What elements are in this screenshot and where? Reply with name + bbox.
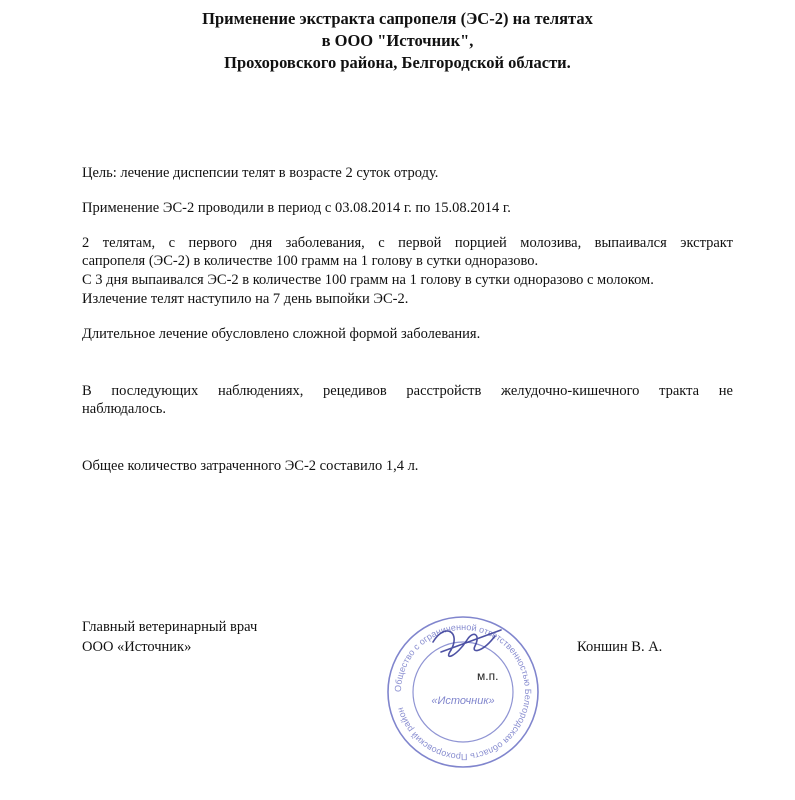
seal-ring-text: [393, 622, 533, 762]
long-treatment-paragraph: Длительное лечение обусловлено сложной формой заболевания.: [82, 326, 481, 342]
seal-center-text: «Источник»: [431, 695, 495, 707]
seal-outer-ring: [388, 617, 538, 767]
treatment-line-1: 2 телятам, с первого дня заболевания, с первой порцией молозива, выпаивался экстракт: [82, 235, 733, 251]
position-line-1: Главный ветеринарный врач: [82, 619, 258, 635]
goal-paragraph: Цель: лечение диспепсии телят в возрасте 2 суток отроду.: [82, 165, 439, 181]
total-paragraph: Общее количество затраченного ЭС-2 составило 1,4 л.: [82, 458, 419, 474]
title-line-2: в ООО "Источник",: [321, 31, 474, 50]
observation-paragraph: [82, 382, 733, 418]
signatory-position: [82, 617, 257, 657]
signatory-name: Коншин В. А.: [577, 639, 663, 655]
document-title: [0, 8, 795, 74]
seal-inner-ring: [413, 642, 513, 742]
position-line-2: ООО «Источник»: [82, 639, 192, 655]
recovery-paragraph: Излечение телят наступило на 7 день выпойки ЭС-2.: [82, 291, 409, 307]
seal-ring-textpath: Общество с ограниченной ответственностью Белгородская область Прохоровский район: [392, 621, 534, 763]
stamp-label: м.п.: [477, 669, 499, 683]
title-line-3: Прохоровского района, Белгородской области.: [224, 53, 571, 72]
observation-line-1: В последующих наблюдениях, рецедивов расстройств желудочно-кишечного тракта не: [82, 383, 733, 399]
day3-paragraph: С 3 дня выпаивался ЭС-2 в количестве 100 грамм на 1 голову в сутки одноразово с молоком.: [82, 272, 654, 288]
period-paragraph: Применение ЭС-2 проводили в период с 03.08.2014 г. по 15.08.2014 г.: [82, 200, 511, 216]
title-line-1: Применение экстракта сапропеля (ЭС-2) на телятах: [202, 9, 593, 28]
treatment-paragraph: [82, 234, 733, 270]
treatment-line-2: сапропеля (ЭС-2) в количестве 100 грамм на 1 голову в сутки одноразово.: [82, 253, 539, 269]
official-seal: [383, 612, 543, 772]
observation-line-2: наблюдалось.: [82, 401, 167, 417]
